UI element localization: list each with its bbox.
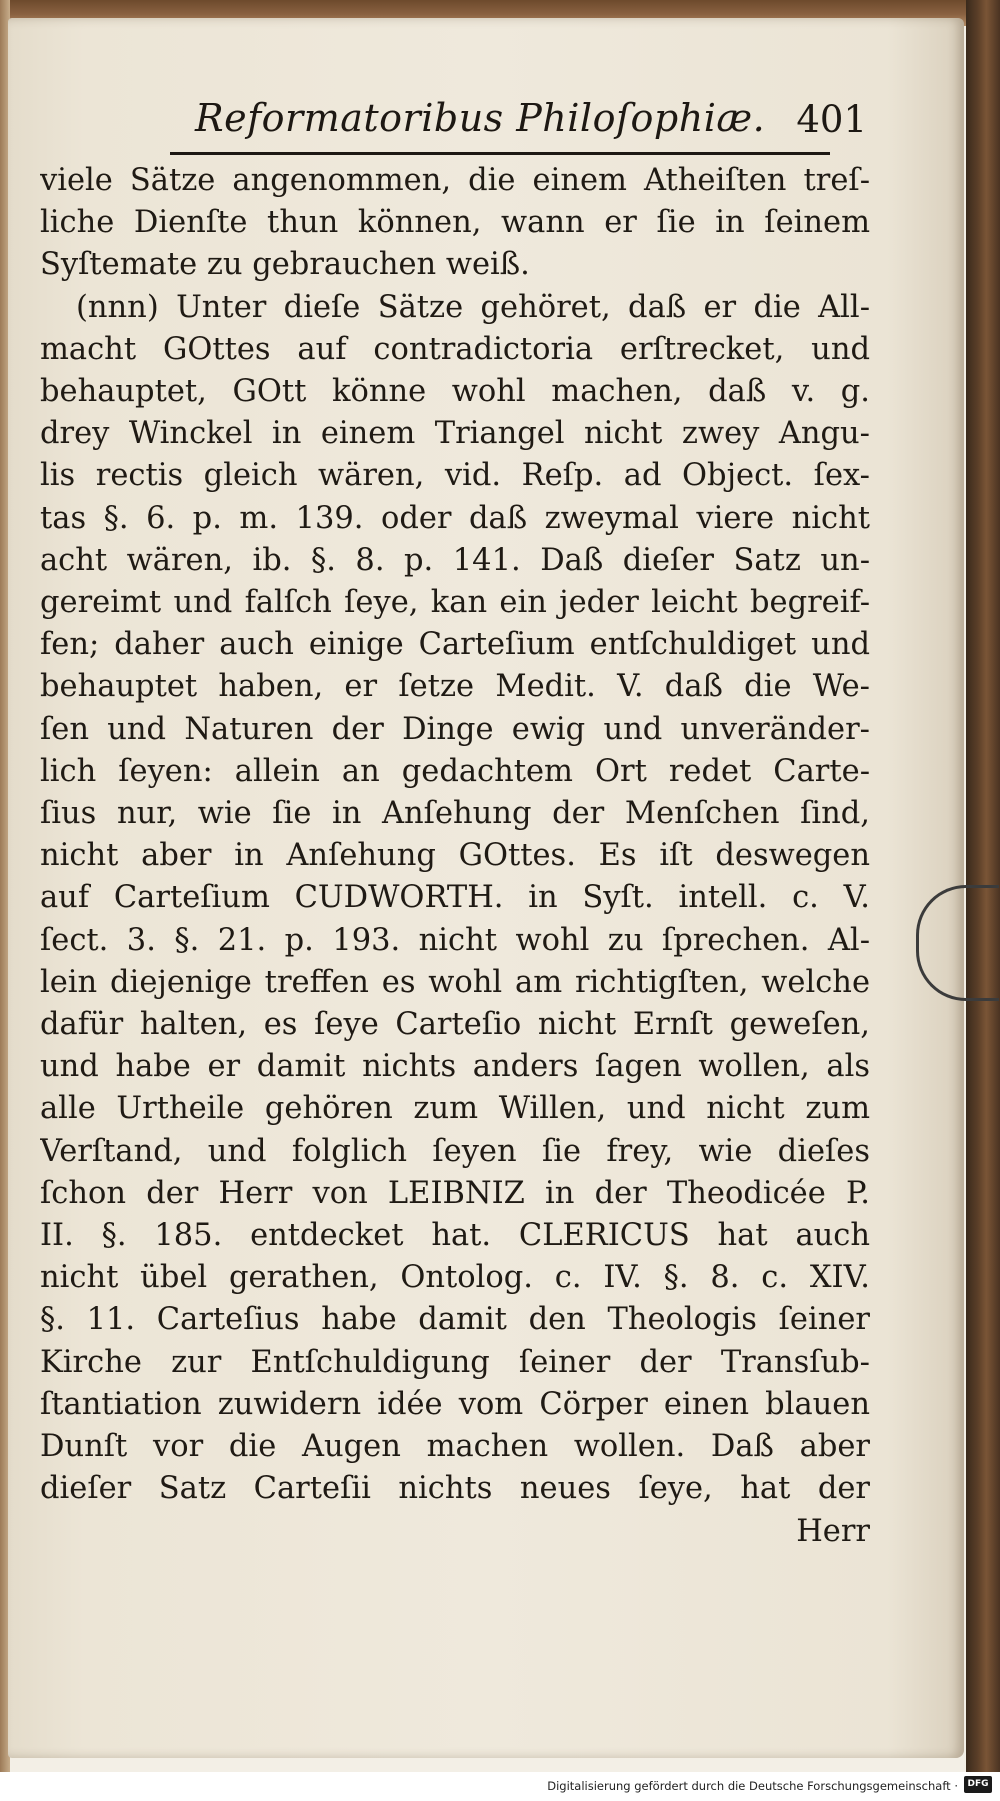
- text-line: II. §. 185. entdecket hat. CLERICUS hat auch: [40, 1218, 870, 1254]
- text-line: Syſtemate zu gebrauchen weiß.: [40, 247, 530, 283]
- text-line: tas §. 6. p. m. 139. oder daß zweymal viere nicht: [40, 500, 870, 536]
- text-line: Kirche zur Entſchuldigung ſeiner der Transſub-: [40, 1344, 870, 1380]
- text-line: lein diejenige treffen es wohl am richtigſten, welche: [40, 964, 870, 1000]
- text-line: gereimt und falſch ſeye, kan ein jeder leicht begreif-: [40, 585, 870, 621]
- text-line: dafür halten, es ſeye Carteſio nicht Ernſt geweſen,: [40, 1007, 870, 1043]
- text-line: lich ſeyen: allein an gedachtem Ort redet Carte-: [40, 753, 870, 789]
- text-line: Dunſt vor die Augen machen wollen. Daß aber: [40, 1429, 870, 1465]
- text-line: liche Dienſte thun können, wann er ſie in ſeinem: [40, 205, 870, 241]
- text-line: ſchon der Herr von LEIBNIZ in der Theodicée P.: [40, 1175, 870, 1211]
- text-line: ſect. 3. §. 21. p. 193. nicht wohl zu ſprechen. Al-: [40, 922, 870, 958]
- text-line: nicht aber in Anſehung GOttes. Es iſt deswegen: [40, 838, 870, 874]
- text-line: macht GOttes auf contradictoria erſtrecket, und: [40, 331, 870, 367]
- text-line: nicht übel gerathen, Ontolog. c. IV. §. 8. c. XIV.: [40, 1260, 870, 1296]
- text-line: auf Carteſium CUDWORTH. in Syſt. intell. c. V.: [40, 880, 870, 916]
- text-line: behauptet, GOtt könne wohl machen, daß v. g.: [40, 374, 870, 410]
- text-line: §. 11. Carteſius habe damit den Theologis ſeiner: [40, 1302, 870, 1338]
- catchword: Herr: [796, 1513, 870, 1549]
- text-line: Verſtand, und folglich ſeyen ſie frey, wie dieſes: [40, 1133, 870, 1169]
- text-line: behauptet haben, er ſetze Medit. V. daß die We-: [40, 669, 870, 705]
- funding-credit: Digitalisierung gefördert durch die Deutsche Forschungsgemeinschaft ·: [547, 1779, 958, 1793]
- text-line: (nnn) Unter dieſe Sätze gehöret, daß er die All-: [76, 289, 870, 325]
- text-line: ſen und Naturen der Dinge ewig und unveränder-: [40, 711, 870, 747]
- text-line: drey Winckel in einem Triangel nicht zwey Angu-: [40, 416, 870, 452]
- page-clip: [916, 885, 999, 1001]
- text-line: lis rectis gleich wären, vid. Reſp. ad Object. ſex-: [40, 458, 870, 494]
- running-head: Reformatoribus Philoſophiæ.: [195, 96, 766, 140]
- text-line: dieſer Satz Carteſii nichts neues ſeye, hat der: [40, 1471, 870, 1507]
- page-header: [195, 96, 875, 150]
- body-text: [40, 160, 870, 1553]
- dfg-logo: DFG: [964, 1776, 992, 1793]
- text-line: und habe er damit nichts anders ſagen wollen, als: [40, 1049, 870, 1085]
- text-line: acht wären, ib. §. 8. p. 141. Daß dieſer Satz un-: [40, 542, 870, 578]
- text-line: alle Urtheile gehören zum Willen, und nicht zum: [40, 1091, 870, 1127]
- text-line: ſtantiation zuwidern idée vom Cörper einen blauen: [40, 1386, 870, 1422]
- text-line: fen; daher auch einige Carteſium entſchuldiget und: [40, 627, 870, 663]
- header-rule: [170, 152, 830, 155]
- page-number: 401: [796, 98, 867, 141]
- text-line: viele Sätze angenommen, die einem Atheiſten treſ-: [40, 163, 870, 198]
- text-line: ſius nur, wie ſie in Anſehung der Menſchen ſind,: [40, 796, 870, 832]
